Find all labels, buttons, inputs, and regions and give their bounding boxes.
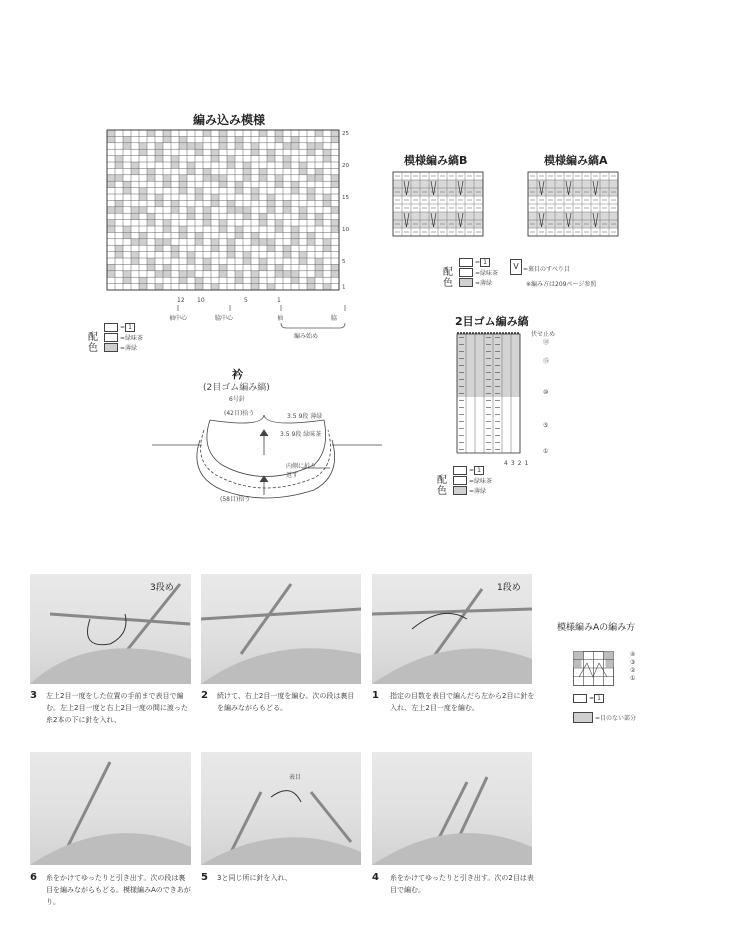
rib-col-3: 3 <box>510 460 515 467</box>
col-label-10: 10 <box>197 297 205 304</box>
marker-side: 脇 <box>331 315 338 322</box>
step-4-photo <box>372 752 532 865</box>
step-2-photo <box>201 574 361 684</box>
key-symbol: 1 <box>125 323 135 332</box>
row-label-20: 20 <box>342 163 349 169</box>
col-label-12: 12 <box>177 297 185 304</box>
pattern-a-chart <box>573 651 623 687</box>
col-label-1: 1 <box>277 297 281 304</box>
pattern-a-blank-key <box>573 712 636 722</box>
main-knitting-chart <box>105 128 365 306</box>
step-3-number: 3 <box>30 690 37 701</box>
rib-row-5: ⑤ <box>543 422 549 429</box>
step-2-number: 2 <box>201 690 208 701</box>
band2-value-text: 3.5 <box>280 431 290 438</box>
step-6-photo <box>30 752 191 865</box>
slip-stitch-symbol-icon: V <box>510 259 522 275</box>
color-label: 配色 <box>443 267 453 289</box>
step-4-number: 4 <box>372 872 379 883</box>
row-label-15: 15 <box>342 195 349 201</box>
fold-note: 内側に折り返す <box>286 463 317 479</box>
step-5-caption: 表目 <box>289 774 302 781</box>
collar-subtitle: (2目ゴム編み縞) <box>203 383 270 393</box>
color-label: 配色 <box>88 332 98 354</box>
color2-label: =薄緑 <box>469 487 487 495</box>
pattern-a-key: = 1 <box>573 693 606 703</box>
reference-note: ※編み方は209ページ参照 <box>526 281 597 288</box>
color1-swatch <box>459 268 473 277</box>
chart-a-grid <box>526 170 631 248</box>
step-2-text: 続けて、右上2目一度を編む。次の段は裏目を編みながらもどる。 <box>217 692 355 712</box>
collar-needle: 6号針 <box>229 396 245 403</box>
band2-value <box>280 429 321 438</box>
band1-value <box>287 411 322 420</box>
pattern-a-title: 模様編みAの編み方 <box>557 623 636 633</box>
rib-chart-grid <box>455 330 527 460</box>
bindoff-label: 伏せ止め <box>531 331 556 338</box>
marker-sleeve: 袖 <box>277 315 284 322</box>
chart-b-title: 模様編み縞B <box>404 154 468 167</box>
band1-value-text: 3.5 <box>287 413 297 420</box>
color1-label: =緑味茶 <box>120 334 144 342</box>
color1-label: =緑味茶 <box>475 269 499 277</box>
key-box <box>453 466 467 475</box>
step-5-photo <box>201 752 361 865</box>
step-6-number: 6 <box>30 872 37 883</box>
blank-swatch <box>573 712 593 723</box>
step-3-text: 左上2目一度をした位置の手前まで表目で編む。左上2目一度と右上2目一度の間に渡った糸2本の下に針を入れ、 <box>46 692 188 724</box>
row-label-5: 5 <box>342 259 346 265</box>
pattern-a-row-3: ③ <box>630 659 636 666</box>
key-symbol: 1 <box>474 466 484 475</box>
step-4-text: 糸をかけてゆったりと引き出す。次の2目は表目で編む。 <box>390 874 534 894</box>
row-label-1: 1 <box>342 284 346 291</box>
collar-title: 衿 <box>232 368 243 381</box>
color2-label: =薄緑 <box>475 279 493 287</box>
rib-col-4: 4 <box>504 460 508 467</box>
row-label-25: 25 <box>342 131 349 137</box>
band1-rows: 9段 <box>298 413 309 420</box>
collar-diagram <box>152 410 382 505</box>
step-6-text: 糸をかけてゆったりと引き出す。次の段は裏目を編みながらもどる。模様編みAのできあがり。 <box>46 874 191 906</box>
color2-swatch <box>453 486 467 495</box>
key-box <box>104 323 118 332</box>
band2-color: 緑味茶 <box>303 431 322 438</box>
color2-swatch <box>459 278 473 287</box>
step-1-number: 1 <box>372 690 379 701</box>
main-chart-title: 編み込み模様 <box>193 113 266 127</box>
key-box <box>573 694 587 703</box>
step-1-caption: 1段め <box>497 583 521 593</box>
row-label-10: 10 <box>342 227 349 233</box>
pattern-a-row-2: ② <box>630 667 636 674</box>
key-symbol: 1 <box>480 258 490 267</box>
color-label: 配色 <box>437 475 447 497</box>
rib-legend: = 1 配色 =緑味茶 =薄緑 <box>437 466 493 497</box>
rib-row-10: ⑩ <box>543 389 549 396</box>
slip-stitch-label: =裏目のすべり目 <box>523 266 570 273</box>
color2-label: =薄緑 <box>120 344 138 352</box>
band1-color: 薄緑 <box>310 413 323 420</box>
rib-row-15: ⑱ <box>543 339 550 346</box>
marker-sleeve-center: 袖中心 <box>169 315 188 322</box>
rib-col-2: 2 <box>517 460 522 467</box>
main-legend: = 1 配色 =緑味茶 =薄緑 <box>88 323 144 354</box>
pattern-a-row-1: ① <box>630 675 636 682</box>
key-symbol: 1 <box>594 694 604 703</box>
collar-pickup-bottom: (58目)拾う <box>220 496 251 503</box>
rib-col-labels <box>504 460 534 467</box>
rib-row-1: ① <box>543 448 549 455</box>
mid-legend: = 1 配色 =緑味茶 =薄緑 <box>443 258 499 289</box>
step-3-caption: 3段め <box>150 583 174 593</box>
marker-side-center: 脇中心 <box>215 315 234 322</box>
col-label-5: 5 <box>244 297 248 304</box>
color2-swatch <box>104 343 118 352</box>
color1-swatch <box>104 333 118 342</box>
rib-col-1: 1 <box>524 460 529 467</box>
pattern-a-row-labels <box>630 651 635 683</box>
range-label: 編み始め <box>294 333 319 340</box>
blank-label: =目のない部分 <box>595 714 637 722</box>
step-1-text: 指定の目数を表目で編んだら左から2目に針を入れ、左上2目一度を編む。 <box>390 692 535 712</box>
key-box <box>459 258 473 267</box>
band2-rows: 9段 <box>291 431 302 438</box>
chart-b-grid <box>391 170 491 248</box>
step-5-number: 5 <box>201 872 208 883</box>
step-5-text: 3と同じ所に針を入れ、 <box>217 874 292 882</box>
collar-pickup-top: (42目)拾う <box>224 410 255 417</box>
rib-row-13: ⑮ <box>543 358 550 365</box>
rib-chart-title: 2目ゴム編み縞 <box>455 315 529 328</box>
color1-swatch <box>453 476 467 485</box>
color1-label: =緑味茶 <box>469 477 493 485</box>
chart-a-title: 模様編み縞A <box>544 154 608 167</box>
pattern-a-row-4: ④ <box>630 651 636 658</box>
